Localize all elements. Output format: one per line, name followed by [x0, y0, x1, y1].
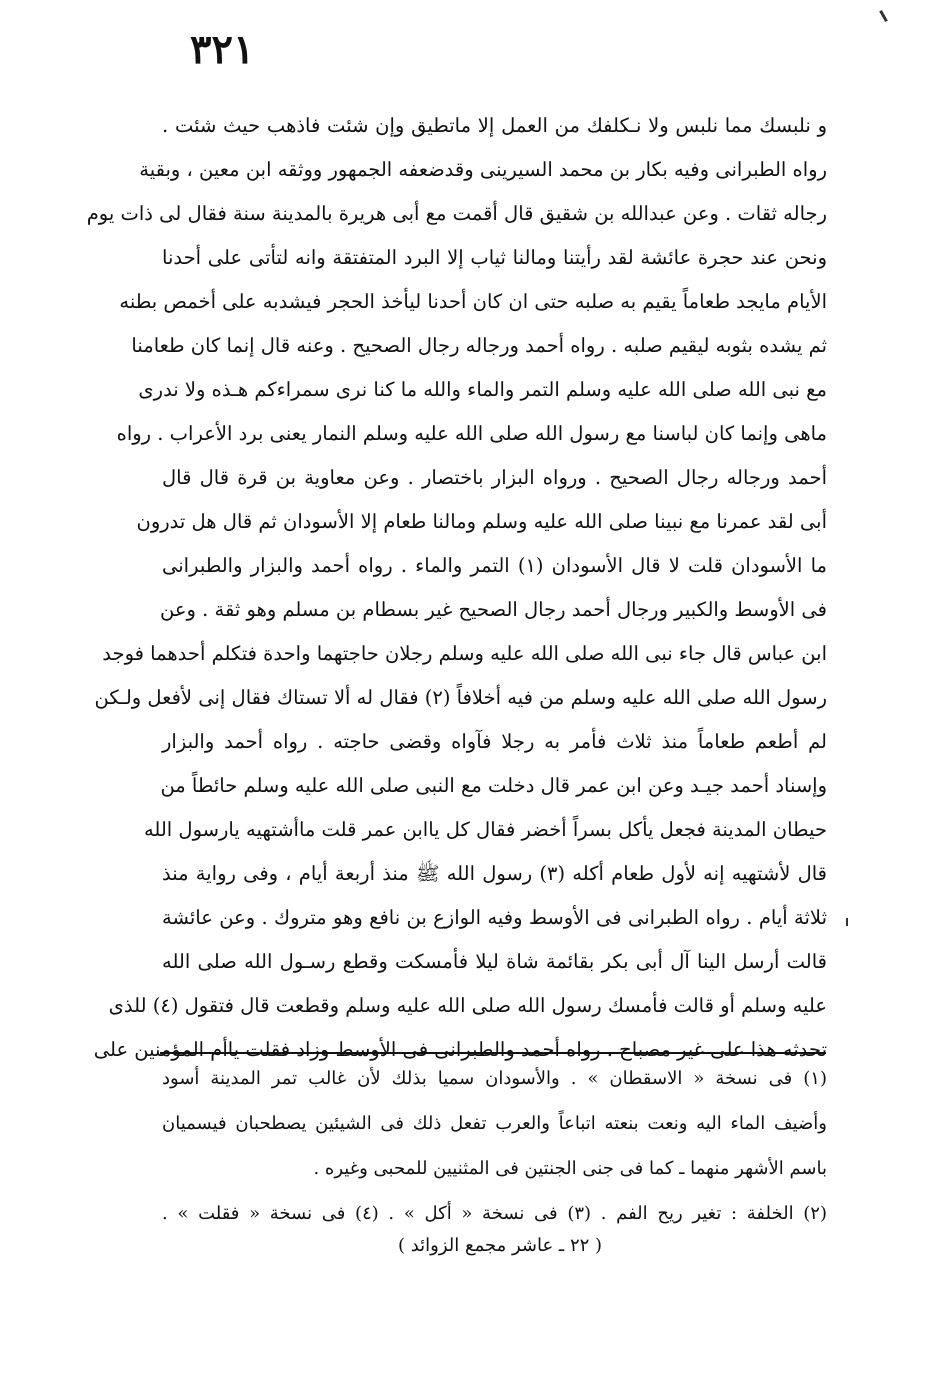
text-line: الأيام مايجد طعاماً يقيم به صلبه حتى ان كان أحدنا ليأخذ الحجر فيشدبه على أخمص بطنه	[119, 290, 827, 313]
footnote-line: باسم الأشهر منهما ـ كما فى جنى الجنتين فى المثنيين للمحبى وغيره .	[313, 1158, 827, 1179]
text-line: قال لأشتهيه إنه لأول طعام أكله (٣) رسول الله ﷺ منذ أربعة أيام ، وفى رواية منذ	[162, 862, 827, 885]
text-line: قالت أرسل الينا آل أبى بكر بقائمة شاة ليلا فأمسكت وقطع رسـول الله صلى الله	[162, 950, 827, 973]
text-line: لم أطعم طعاماً منذ ثلاث فأمر به رجلا فآواه وقضى حاجته . رواه أحمد والبزار	[162, 730, 827, 753]
text-line: ما الأسودان قلت لا قال الأسودان (١) التمر والماء . رواه أحمد والبزار والطبرانى	[162, 554, 827, 577]
main-text-block	[86, 104, 827, 1072]
text-line: ونحن عند حجرة عائشة لقد رأيتنا ومالنا ثياب إلا البرد المتفتقة وانه لتأتى على أحدنا	[162, 246, 827, 269]
text-line: فى الأوسط والكبير ورجال أحمد رجال الصحيح غير بسطام بن مسلم وهو ثقة . وعن	[160, 598, 827, 621]
text-line: مع نبى الله صلى الله عليه وسلم التمر والماء والله ما كنا نرى سمراءكم هـذه ولا ندرى	[138, 378, 827, 401]
text-line: رواه الطبرانى وفيه بكار بن محمد السيرينى وقدضعفه الجمهور ووثقه ابن معين ، وبقية	[139, 158, 827, 181]
text-line: و نلبسك مما نلبس ولا نـكلفك من العمل إلا ماتطيق وإن شئت فاذهب حيث شئت .	[162, 114, 827, 137]
text-line: تحدثه هذا على غير مصباح . رواه أحمد والطبرانى فى الأوسط وزاد فقلت ياأم المؤمنين على	[93, 1038, 827, 1061]
scan-mark	[846, 918, 848, 926]
footnote-line: (٢) الخلفة : تغير ريح الفم . (٣) فى نسخة « أكل » . (٤) فى نسخة « فقلت » .	[162, 1203, 827, 1224]
text-line: ابن عباس قال جاء نبى الله صلى الله عليه وسلم رجلان حاجتهما واحدة فتكلم أحدهما فوجد	[102, 642, 827, 665]
footnotes-block	[162, 1056, 827, 1236]
page-number: ٣٢١	[190, 26, 255, 73]
scan-mark	[879, 10, 888, 22]
text-line: حيطان المدينة فجعل يأكل بسراً أخضر فقال كل ياابن عمر قلت ماأشتهيه يارسول الله	[143, 818, 827, 841]
text-line: رجاله ثقات . وعن عبدالله بن شقيق قال أقمت مع أبى هريرة بالمدينة سنة فقال لى ذات يوم	[86, 202, 827, 225]
signature-mark: ( ٢٢ ـ عاشر مجمع الزوائد )	[397, 1235, 603, 1256]
text-line: أبى لقد عمرنا مع نبينا صلى الله عليه وسلم ومالنا طعام إلا الأسودان ثم قال هل تدرون	[136, 510, 827, 533]
text-line: وإسناد أحمد جيـد وعن ابن عمر قال دخلت مع النبى صلى الله عليه وسلم حائطاً من	[160, 774, 827, 797]
text-line: ماهى وإنما كان لباسنا مع رسول الله صلى الله عليه وسلم النمار يعنى برد الأعراب . رواه	[116, 422, 827, 445]
text-line: عليه وسلم أو قالت فأمسك رسول الله صلى الله عليه وسلم وقطعت قال فتقول (٤) للذى	[108, 994, 827, 1017]
text-line: أحمد ورجاله رجال الصحيح . ورواه البزار باختصار . وعن معاوية بن قرة قال قال	[162, 466, 827, 489]
footnote-line: وأضيف الماء اليه ونعت بنعته اتباعاً والعرب تفعل ذلك فى الشيئين يصطحبان فيسميان	[162, 1113, 827, 1134]
footnote-line: (١) فى نسخة « الاسقطان » . والأسودان سميا بذلك لأن غالب تمر المدينة أسود	[162, 1068, 827, 1089]
text-line: رسول الله صلى الله عليه وسلم من فيه أخلافاً (٢) فقال له ألا تستاك فقال إنى لأفعل ولـكن	[94, 686, 827, 709]
footnote-divider	[160, 1052, 826, 1054]
text-line: ثلاثة أيام . رواه الطبرانى فى الأوسط وفيه الوازع بن نافع وهو متروك . وعن عائشة	[162, 906, 827, 929]
text-line: ثم يشده بثوبه ليقيم صلبه . رواه أحمد ورجاله رجال الصحيح . وعنه قال إنما كان طعامنا	[131, 334, 827, 357]
